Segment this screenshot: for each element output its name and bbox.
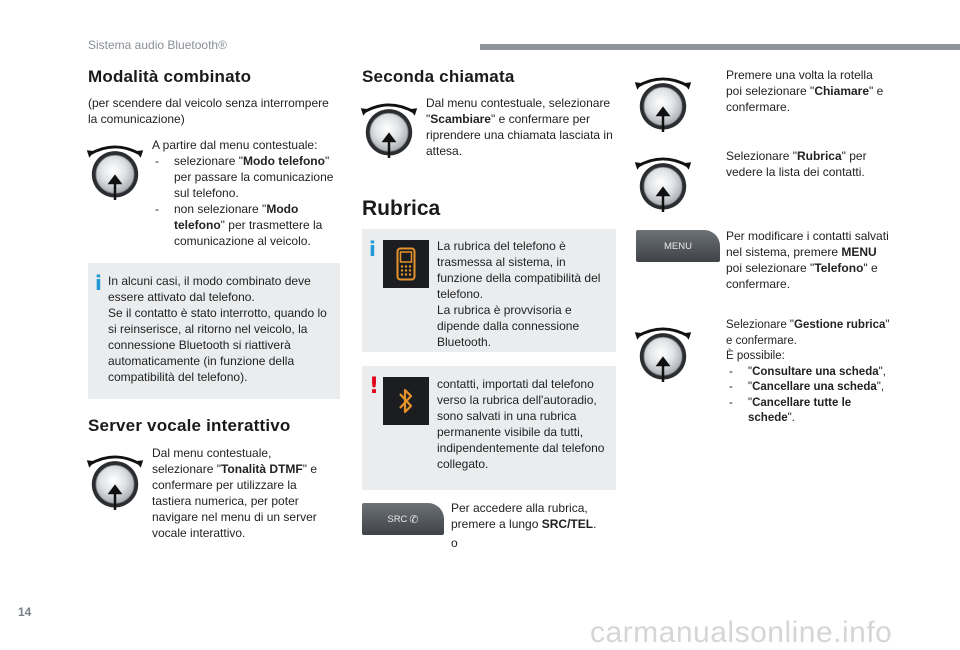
combined-mode-title: Modalità combinato xyxy=(88,67,252,86)
list-item: - "Cancellare tutte le schede". xyxy=(726,396,898,427)
menu-button[interactable]: MENU xyxy=(636,230,720,262)
combined-intro: A partire dal menu contestuale: xyxy=(152,138,318,152)
list-item: - non selezionare "Modo telefono" per trasmettere la comunicazione al veicolo. xyxy=(152,201,338,249)
info-icon: i xyxy=(95,271,102,295)
info-text: La rubrica del telefono è trasmessa al sistema, in funzione della compatibilità del telefono. La rubrica è provvisoria e dipende dalla connessione Bluetooth. xyxy=(437,239,601,349)
voice-server-title: Server vocale interattivo xyxy=(88,416,291,435)
mobile-phone-icon xyxy=(383,240,429,288)
warning-box-rubrica xyxy=(362,366,616,490)
voice-server-text: Dal menu contestuale, selezionare "Tonalità DTMF" e confermare per utilizzare la tastiera numerica, per poter navigare nel menu di un server vocale interattivo. xyxy=(152,446,318,540)
rubrica-or-text: o xyxy=(451,536,458,550)
watermark: carmanualsonline.info xyxy=(590,616,893,649)
step-rubrica-text: Selezionare "Rubrica" per vedere la lista dei contatti. xyxy=(726,149,867,179)
rubrica-title: Rubrica xyxy=(362,197,441,220)
page-number: 14 xyxy=(18,605,32,619)
rotary-knob-icon xyxy=(360,96,418,162)
bluetooth-icon xyxy=(383,377,429,425)
rotary-knob-icon xyxy=(86,138,144,204)
warning-text: contatti, importati dal telefono verso la rubrica dell'autoradio, sono salvati in una rubrica permanente visibile da tutti, indipendentemente dal telefono collegato. xyxy=(437,377,605,471)
phone-handset-icon: ✆ xyxy=(409,513,419,526)
rotary-knob-icon xyxy=(634,70,692,136)
second-call-text: Dal menu contestuale, selezionare "Scambiare" e confermare per riprendere una chiamata lasciata in attesa. xyxy=(426,96,613,158)
combined-mode-subtitle: (per scendere dal veicolo senza interrompere la comunicazione) xyxy=(88,96,329,126)
info-box-rubrica xyxy=(362,229,616,352)
rotary-knob-icon xyxy=(634,320,692,386)
src-label: SRC xyxy=(387,513,408,525)
rotary-knob-icon xyxy=(86,448,144,514)
info-icon: i xyxy=(369,237,376,261)
info-box-combined xyxy=(88,263,340,399)
list-item: - selezionare "Modo telefono" per passare la comunicazione sul telefono. xyxy=(152,153,338,201)
section-header-title: Sistema audio Bluetooth® xyxy=(88,38,227,52)
warning-icon: ! xyxy=(369,374,380,399)
src-tel-button[interactable] xyxy=(362,503,444,535)
list-item: - "Cancellare una scheda", xyxy=(726,380,898,396)
step-manage-rubrica-text: Selezionare "Gestione rubrica" e confermare. È possibile: - "Consultare una scheda", - "Cancellare una scheda", - "Cancellare tutte le schede". xyxy=(726,318,898,427)
combined-mode-instructions xyxy=(152,137,338,249)
info-text: In alcuni casi, il modo combinato deve essere attivato dal telefono. Se il contatto è stato interrotto, quando lo si reinserisce, al ritorno nel veicolo, la connessione Bluetooth si riattiverà automaticamente (in funzione della compatibilità del telefono). xyxy=(108,274,327,384)
step-call-text: Premere una volta la rotella poi selezionare "Chiamare" e confermare. xyxy=(726,68,884,114)
header-divider-bar xyxy=(480,44,960,50)
step-edit-contacts-text: Per modificare i contatti salvati nel sistema, premere MENU poi selezionare "Telefono" e confermare. xyxy=(726,229,889,291)
rubrica-access-text: Per accedere alla rubrica, premere a lungo SRC/TEL. xyxy=(451,501,597,531)
list-item: - "Consultare una scheda", xyxy=(726,365,898,381)
second-call-title: Seconda chiamata xyxy=(362,67,515,86)
rotary-knob-icon xyxy=(634,150,692,216)
